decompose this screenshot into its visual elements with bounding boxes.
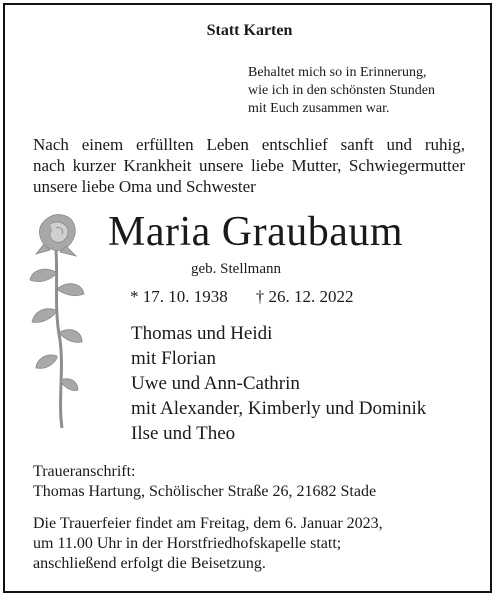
survivor-line: Uwe und Ann-Cathrin [131,373,300,394]
memorial-poem [248,64,435,118]
mourning-address [33,462,376,502]
survivor-line: mit Florian [131,348,216,369]
deceased-name: Maria Graubaum [108,209,404,255]
intro-text [33,134,465,197]
intro-line: unsere liebe Oma und Schwester [33,177,256,196]
survivor-line: Thomas und Heidi [131,323,273,344]
intro-line: Nach einem erfüllten Leben entschlief sanft und ruhig, [33,135,465,154]
survivor-line: Ilse und Theo [131,423,236,444]
survivors-list [131,321,426,446]
birth-name: geb. Stellmann [191,261,281,277]
header-title: Statt Karten [206,22,293,39]
intro-line: nach kurzer Krankheit unsere liebe Mutter, Schwiegermutter [33,156,465,175]
death-date: † 26. 12. 2022 [255,287,354,306]
ceremony-info [33,514,383,574]
survivor-line: mit Alexander, Kimberly und Dominik [131,398,427,419]
poem-line: wie ich in den schönsten Stunden [248,83,436,98]
ceremony-line: um 11.00 Uhr in der Horstfriedhofskapelle statt; [33,535,342,552]
ceremony-line: Die Trauerfeier findet am Freitag, dem 6. Januar 2023, [33,515,383,532]
poem-line: Behaltet mich so in Erinnerung, [248,65,427,80]
rose-icon [26,210,88,430]
poem-line: mit Euch zusammen war. [248,101,390,116]
ceremony-line: anschließend erfolgt die Beisetzung. [33,555,266,572]
birth-date: * 17. 10. 1938 [130,287,228,306]
life-dates [130,287,354,307]
address-value: Thomas Hartung, Schölischer Straße 26, 21682 Stade [33,483,377,500]
address-label: Traueranschrift: [33,463,136,480]
